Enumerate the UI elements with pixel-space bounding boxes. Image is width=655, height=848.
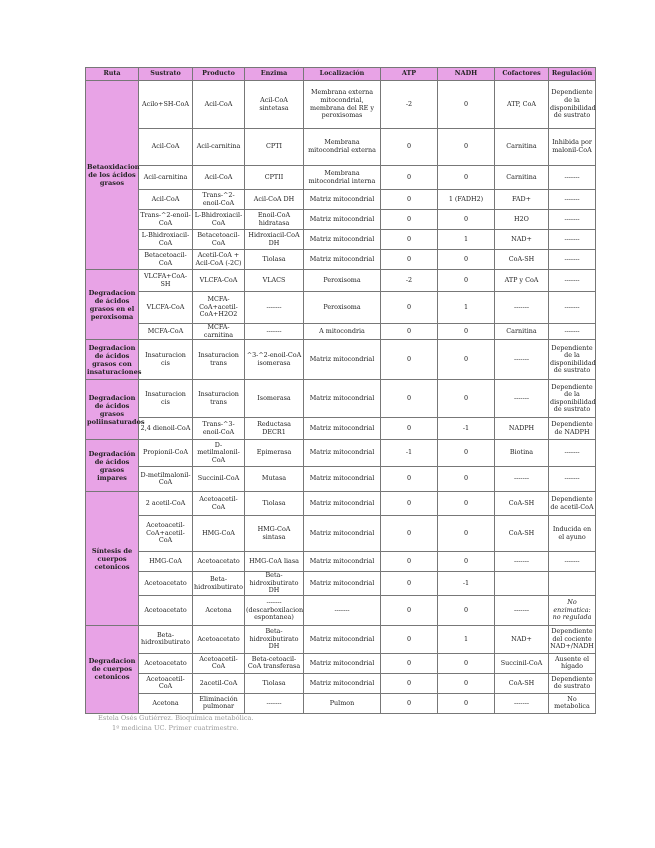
table-cell: 0: [438, 552, 495, 572]
table-cell: Acetoacetil-CoA: [139, 673, 193, 693]
table-cell: 2acetil-CoA: [193, 673, 245, 693]
table-cell: Acil-CoA: [193, 81, 245, 129]
table-cell: -------: [549, 250, 596, 270]
table-cell: Membrana mitocondrial interna: [304, 166, 381, 190]
table-cell: 0: [381, 166, 438, 190]
table-row: [86, 552, 596, 572]
table-cell: 0: [438, 693, 495, 713]
table-cell: Insaturacion trans: [193, 340, 245, 380]
table-cell: 1: [438, 230, 495, 250]
pathway-cell: Degradación de ácidos grasos impares: [86, 440, 139, 492]
table-cell: Dependiente de acetil-CoA: [549, 492, 596, 516]
table-cell: -------: [549, 324, 596, 340]
table-cell: Acetona: [139, 693, 193, 713]
table-cell: ATP y CoA: [495, 270, 549, 292]
table-cell: 0: [381, 595, 438, 625]
metabolic-pathways-table: [85, 67, 596, 714]
table-cell: 0: [438, 81, 495, 129]
table-cell: Propionil-CoA: [139, 440, 193, 467]
table-cell: 0: [381, 516, 438, 552]
table-cell: 0: [381, 210, 438, 230]
table-cell: D-metilmalonil-CoA: [139, 467, 193, 492]
table-cell: -1: [381, 440, 438, 467]
table-cell: HMG-CoA sintasa: [245, 516, 304, 552]
column-header: Ruta: [86, 68, 139, 81]
table-row: [86, 166, 596, 190]
table-row: [86, 210, 596, 230]
table-cell: 0: [438, 129, 495, 166]
table-cell: A mitocondria: [304, 324, 381, 340]
table-cell: Mutasa: [245, 467, 304, 492]
table-cell: Acil-CoA: [139, 129, 193, 166]
table-cell: -------: [549, 440, 596, 467]
table-cell: CoA-SH: [495, 516, 549, 552]
table-cell: Matriz mitocondrial: [304, 230, 381, 250]
table-cell: 0: [381, 467, 438, 492]
table-cell: Beta-cetoacil-CoA transferasa: [245, 653, 304, 673]
table-cell: Matriz mitocondrial: [304, 440, 381, 467]
table-cell: Matriz mitocondrial: [304, 516, 381, 552]
table-cell: L-Bhidroxiacil-CoA: [193, 210, 245, 230]
table-cell: 0: [381, 129, 438, 166]
table-cell: 0: [438, 467, 495, 492]
table-cell: -------: [495, 693, 549, 713]
table-cell: -1: [438, 572, 495, 596]
table-row: [86, 129, 596, 166]
pathway-cell: Degradacion de cuerpos cetonicos: [86, 625, 139, 713]
table-cell: 0: [381, 693, 438, 713]
table-cell: -1: [438, 418, 495, 440]
table-cell: -------: [245, 324, 304, 340]
table-cell: 0: [438, 492, 495, 516]
table-cell: VLACS: [245, 270, 304, 292]
table-cell: MCFA-CoA+acetil-CoA+H2O2: [193, 292, 245, 324]
table-cell: ATP, CoA: [495, 81, 549, 129]
footer-course: 1º medicina UC. Primer cuatrimestre.: [112, 724, 239, 732]
table-cell: 0: [438, 595, 495, 625]
table-cell: 1: [438, 625, 495, 653]
table-cell: Betacetoacil-CoA: [193, 230, 245, 250]
column-header: Regulación: [549, 68, 596, 81]
table-cell: CPTI: [245, 129, 304, 166]
table-cell: Acetoacetil-CoA: [193, 653, 245, 673]
table-cell: 0: [381, 380, 438, 418]
table-cell: Acil-carnitina: [139, 166, 193, 190]
table-cell: 2 acetil-CoA: [139, 492, 193, 516]
table-cell: H2O: [495, 210, 549, 230]
column-header: Sustrato: [139, 68, 193, 81]
table-cell: NADPH: [495, 418, 549, 440]
table-cell: Trans-^3-enoil-CoA: [193, 418, 245, 440]
table-cell: Acil-CoA: [139, 190, 193, 210]
table-cell: Acil-CoA sintetasa: [245, 81, 304, 129]
table-cell: 0: [438, 270, 495, 292]
table-cell: Dependiente de la disponibilidad de sustrato: [549, 340, 596, 380]
table-row: [86, 653, 596, 673]
table-cell: Acetil-CoA + Acil-CoA (-2C): [193, 250, 245, 270]
table-cell: Biotina: [495, 440, 549, 467]
table-cell: 0: [438, 340, 495, 380]
table-cell: 0: [381, 572, 438, 596]
table-cell: [549, 572, 596, 596]
table-cell: -------: [495, 292, 549, 324]
column-header: Localización: [304, 68, 381, 81]
table-cell: 0: [381, 418, 438, 440]
table-cell: Eliminación pulmonar: [193, 693, 245, 713]
table-cell: -------: [549, 467, 596, 492]
pathway-cell: Betaoxidacion de los ácidos grasos: [86, 81, 139, 270]
table-cell: VLCFA-CoA: [193, 270, 245, 292]
table-cell: Acetoacetato: [193, 552, 245, 572]
table-cell: Matriz mitocondrial: [304, 340, 381, 380]
table-cell: Dependiente de sustrato: [549, 673, 596, 693]
table-cell: NAD+: [495, 625, 549, 653]
table-cell: 0: [381, 492, 438, 516]
table-row: [86, 340, 596, 380]
table-row: [86, 492, 596, 516]
table-cell: 0: [381, 625, 438, 653]
table-cell: -------: [549, 230, 596, 250]
table-cell: -------: [549, 166, 596, 190]
table-cell: 1: [438, 292, 495, 324]
table-cell: 0: [381, 340, 438, 380]
table-cell: Beta-hidroxibutirato DH: [245, 625, 304, 653]
table-cell: Carnitina: [495, 129, 549, 166]
table-cell: Peroxisoma: [304, 292, 381, 324]
table-cell: Succinil-CoA: [193, 467, 245, 492]
footer-author: Estela Osés Gutiérrez. Bioquímica metabólica.: [98, 714, 254, 722]
table-cell: 0: [438, 673, 495, 693]
table-cell: Matriz mitocondrial: [304, 380, 381, 418]
table-row: [86, 81, 596, 129]
table-cell: 0: [381, 653, 438, 673]
table-cell: Acetoacetato: [193, 625, 245, 653]
table-cell: Pulmon: [304, 693, 381, 713]
table-cell: No metabolica: [549, 693, 596, 713]
table-cell: 0: [438, 210, 495, 230]
table-cell: Matriz mitocondrial: [304, 653, 381, 673]
table-cell: HMG-CoA: [139, 552, 193, 572]
table-cell: -------: [549, 270, 596, 292]
table-cell: Dependiente de la disponibilidad de sustrato: [549, 380, 596, 418]
table-cell: FAD+: [495, 190, 549, 210]
table-cell: Betacetoacil-CoA: [139, 250, 193, 270]
table-cell: Tiolasa: [245, 492, 304, 516]
table-cell: Matriz mitocondrial: [304, 190, 381, 210]
table-cell: Matriz mitocondrial: [304, 572, 381, 596]
table-cell: CoA-SH: [495, 492, 549, 516]
table-cell: 0: [438, 380, 495, 418]
pathway-cell: Degradacion de ácidos grasos poliinsaturados: [86, 380, 139, 440]
table-cell: 0: [438, 250, 495, 270]
table-cell: Acetoacetato: [139, 653, 193, 673]
table-cell: Acetoacetato: [139, 595, 193, 625]
table-cell: VLCFA+CoA-SH: [139, 270, 193, 292]
table-cell: Hidroxiacil-CoA DH: [245, 230, 304, 250]
table-cell: Carnitina: [495, 166, 549, 190]
table-cell: 2,4 dienoil-CoA: [139, 418, 193, 440]
table-cell: MCFA-carnitina: [193, 324, 245, 340]
table-cell: Matriz mitocondrial: [304, 250, 381, 270]
table-cell: Enoil-CoA hidratasa: [245, 210, 304, 230]
table-cell: Membrana externa mitocondrial, membrana del RE y peroxisomas: [304, 81, 381, 129]
table-row: [86, 230, 596, 250]
table-cell: Dependiente del cociente NAD+/NADH: [549, 625, 596, 653]
table-cell: Inducida en el ayuno: [549, 516, 596, 552]
table-row: [86, 693, 596, 713]
table-row: [86, 190, 596, 210]
table-cell: Acil-carnitina: [193, 129, 245, 166]
table-cell: Inhibida por malonil-CoA: [549, 129, 596, 166]
table-cell: L-Bhidroxiacil-CoA: [139, 230, 193, 250]
table-row: [86, 625, 596, 653]
table-cell: Trans-^2-enoil-CoA: [139, 210, 193, 230]
table-cell: Beta-hidroxibutirato DH: [245, 572, 304, 596]
table-cell: Insaturacion cis: [139, 380, 193, 418]
table-cell: -------: [549, 552, 596, 572]
table-row: [86, 292, 596, 324]
table-cell: CoA-SH: [495, 673, 549, 693]
metabolism-table-sheet: [85, 67, 595, 714]
table-cell: -------: [304, 595, 381, 625]
table-cell: Acetoacetato: [139, 572, 193, 596]
table-cell: Matriz mitocondrial: [304, 467, 381, 492]
table-row: [86, 467, 596, 492]
table-row: [86, 516, 596, 552]
table-row: [86, 380, 596, 418]
table-cell: CPTII: [245, 166, 304, 190]
table-cell: Isomerasa: [245, 380, 304, 418]
table-cell: D-metilmalonil-CoA: [193, 440, 245, 467]
table-cell: Succinil-CoA: [495, 653, 549, 673]
pathway-cell: Degradacion de ácidos grasos con insaturaciones: [86, 340, 139, 380]
column-header: Cofactores: [495, 68, 549, 81]
table-row: [86, 440, 596, 467]
table-cell: 0: [381, 673, 438, 693]
table-cell: Dependiente de la disponibilidad de sustrato: [549, 81, 596, 129]
table-cell: [495, 572, 549, 596]
table-cell: -------: [549, 292, 596, 324]
pathway-cell: Degradacion de ácidos grasos en el peroxisoma: [86, 270, 139, 340]
table-cell: Insaturacion cis: [139, 340, 193, 380]
table-cell: -------: [495, 467, 549, 492]
table-cell: Matriz mitocondrial: [304, 492, 381, 516]
table-row: [86, 595, 596, 625]
table-row: [86, 673, 596, 693]
table-row: [86, 324, 596, 340]
table-cell: Beta-hidroxibutirato: [139, 625, 193, 653]
table-cell: Trans-^2-enoil-CoA: [193, 190, 245, 210]
table-cell: Dependiente de NADPH: [549, 418, 596, 440]
table-cell: -2: [381, 81, 438, 129]
table-cell: -------: [549, 210, 596, 230]
table-cell: Insaturacion trans: [193, 380, 245, 418]
table-cell: -------: [549, 190, 596, 210]
page-footer: [98, 713, 254, 733]
table-cell: -------: [245, 292, 304, 324]
table-cell: NAD+: [495, 230, 549, 250]
table-cell: -2: [381, 270, 438, 292]
table-cell: Tiolasa: [245, 673, 304, 693]
table-cell: Reductasa DECR1: [245, 418, 304, 440]
table-cell: Acil-CoA DH: [245, 190, 304, 210]
table-cell: Acetoacetil-CoA: [193, 492, 245, 516]
table-cell: HMG-CoA liasa: [245, 552, 304, 572]
table-cell: 0: [381, 250, 438, 270]
table-cell: 0: [438, 166, 495, 190]
table-cell: Acil-CoA: [193, 166, 245, 190]
column-header: Enzima: [245, 68, 304, 81]
table-cell: Carnitina: [495, 324, 549, 340]
table-cell: 0: [381, 552, 438, 572]
table-cell: Matriz mitocondrial: [304, 673, 381, 693]
table-cell: 0: [381, 324, 438, 340]
table-cell: 0: [381, 190, 438, 210]
table-cell: Matriz mitocondrial: [304, 418, 381, 440]
table-cell: 0: [381, 230, 438, 250]
table-header-row: [86, 68, 596, 81]
table-cell: -------: [495, 340, 549, 380]
table-cell: Matriz mitocondrial: [304, 625, 381, 653]
table-cell: -------: [245, 693, 304, 713]
column-header: Producto: [193, 68, 245, 81]
table-cell: 0: [438, 516, 495, 552]
table-cell: Epimerasa: [245, 440, 304, 467]
table-cell: 0: [438, 324, 495, 340]
table-cell: Membrana mitocondrial externa: [304, 129, 381, 166]
table-cell: HMG-CoA: [193, 516, 245, 552]
table-cell: Peroxisoma: [304, 270, 381, 292]
column-header: NADH: [438, 68, 495, 81]
table-cell: -------: [495, 595, 549, 625]
table-cell: ------- (descarboxilacion espontanea): [245, 595, 304, 625]
table-row: [86, 270, 596, 292]
table-row: [86, 418, 596, 440]
table-cell: Beta-hidroxibutirato: [193, 572, 245, 596]
table-cell: ^3-^2-enoil-CoA isomerasa: [245, 340, 304, 380]
table-cell: Acetoacetil-CoA+acetil-CoA: [139, 516, 193, 552]
table-cell: Ausente el hígado: [549, 653, 596, 673]
table-cell: -------: [495, 552, 549, 572]
column-header: ATP: [381, 68, 438, 81]
table-cell: 0: [381, 292, 438, 324]
table-cell: Matriz mitocondrial: [304, 552, 381, 572]
table-cell: -------: [495, 380, 549, 418]
table-cell: 1 (FADH2): [438, 190, 495, 210]
table-cell: VLCFA-CoA: [139, 292, 193, 324]
table-cell: 0: [438, 440, 495, 467]
table-cell: CoA-SH: [495, 250, 549, 270]
pathway-cell: Síntesis de cuerpos cetonicos: [86, 492, 139, 626]
table-row: [86, 572, 596, 596]
table-cell: Acilo+SH-CoA: [139, 81, 193, 129]
table-cell: Tiolasa: [245, 250, 304, 270]
table-body: [86, 81, 596, 714]
table-cell: 0: [438, 653, 495, 673]
table-cell: Matriz mitocondrial: [304, 210, 381, 230]
table-cell: Acetona: [193, 595, 245, 625]
table-cell: MCFA-CoA: [139, 324, 193, 340]
table-cell: No enzimatica: no regulada: [549, 595, 596, 625]
table-row: [86, 250, 596, 270]
